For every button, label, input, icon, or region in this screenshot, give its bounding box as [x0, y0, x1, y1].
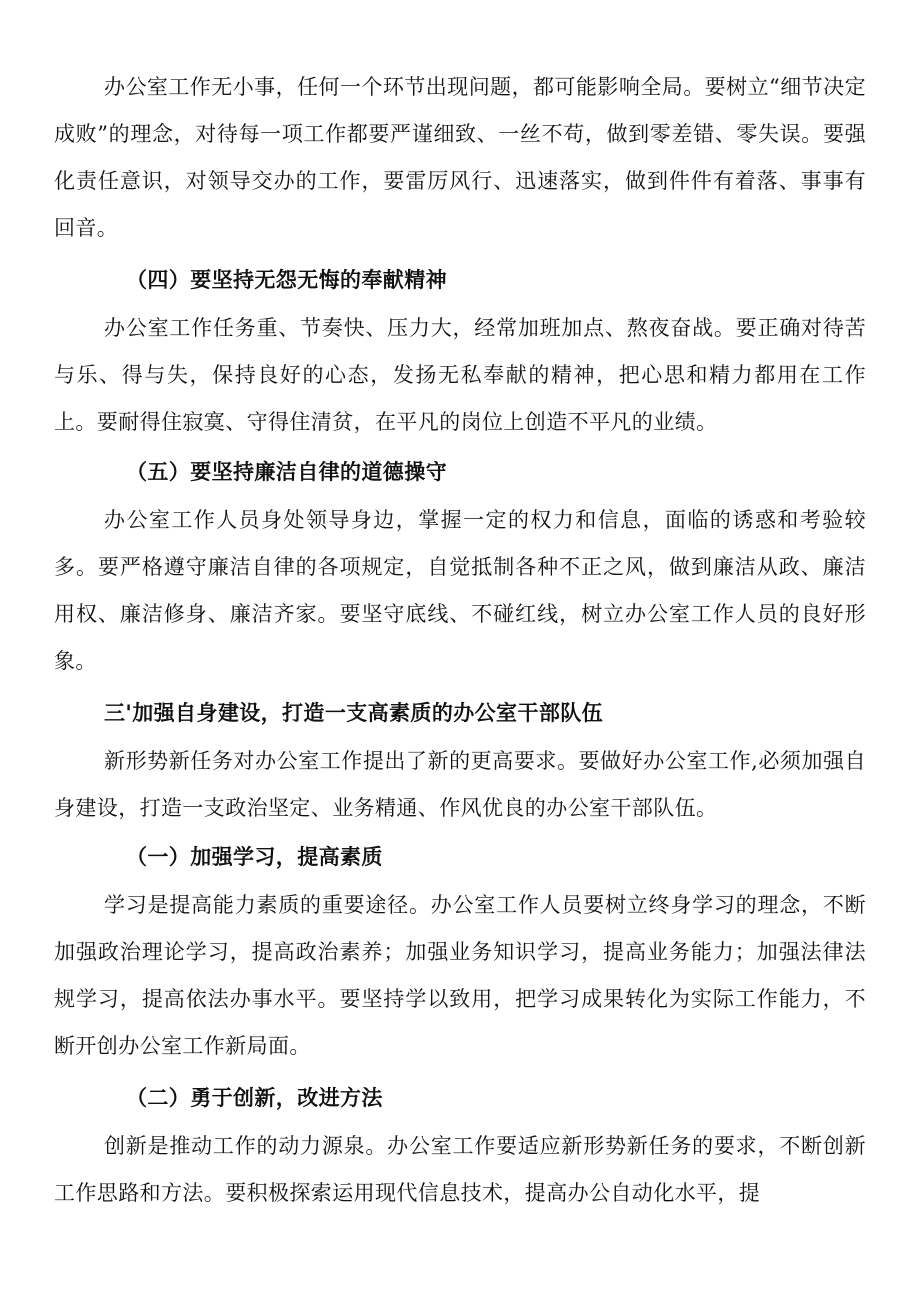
section-heading-4: （四）要坚持无怨无悔的奉献精神 [126, 268, 447, 292]
section-heading-2: （二）勇于创新，改进方法 [126, 1086, 383, 1110]
paragraph-innovation: 创新是推动工作的动力源泉。办公室工作要适应新形势新任务的要求，不断创新工作思路和方法。要积极探索运用现代信息技术，提高办公自动化水平，提 [54, 1134, 866, 1205]
section-heading-1: （一）加强学习，提高素质 [126, 845, 383, 869]
chapter-heading-3: 三'加强自身建设，打造一支高素质的办公室干部队伍 [104, 701, 604, 725]
paragraph-self-building: 新形势新任务对办公室工作提出了新的更高要求。要做好办公室工作,必须加强自身建设，打造一支政治坚定、业务精通、作风优良的办公室干部队伍。 [54, 749, 866, 820]
paragraph-detail-matters: 办公室工作无小事，任何一个环节出现问题，都可能影响全局。要树立“细节决定成败”的理念，对待每一项工作都要严谨细致、一丝不苟，做到零差错、零失误。要强化责任意识，对领导交办的工作，要雷厉风行、迅速落实，做到件件有着落、事事有回音。 [54, 75, 866, 240]
section-heading-5: （五）要坚持廉洁自律的道德操守 [126, 460, 447, 484]
paragraph-learning: 学习是提高能力素质的重要途径。办公室工作人员要树立终身学习的理念，不断加强政治理论学习，提高政治素养；加强业务知识学习，提高业务能力；加强法律法规学习，提高依法办事水平。要坚持学以致用，把学习成果转化为实际工作能力，不断开创办公室工作新局面。 [54, 893, 866, 1058]
paragraph-integrity: 办公室工作人员身处领导身边，掌握一定的权力和信息，面临的诱惑和考验较多。要严格遵守廉洁自律的各项规定，自觉抵制各种不正之风，做到廉洁从政、廉洁用权、廉洁修身、廉洁齐家。要坚守底线、不碰红线，树立办公室工作人员的良好形象。 [54, 508, 866, 673]
paragraph-dedication: 办公室工作任务重、节奏快、压力大，经常加班加点、熬夜奋战。要正确对待苦与乐、得与失，保持良好的心态，发扬无私奉献的精神，把心思和精力都用在工作上。要耐得住寂寞、守得住清贫，在平凡的岗位上创造不平凡的业绩。 [54, 316, 866, 434]
